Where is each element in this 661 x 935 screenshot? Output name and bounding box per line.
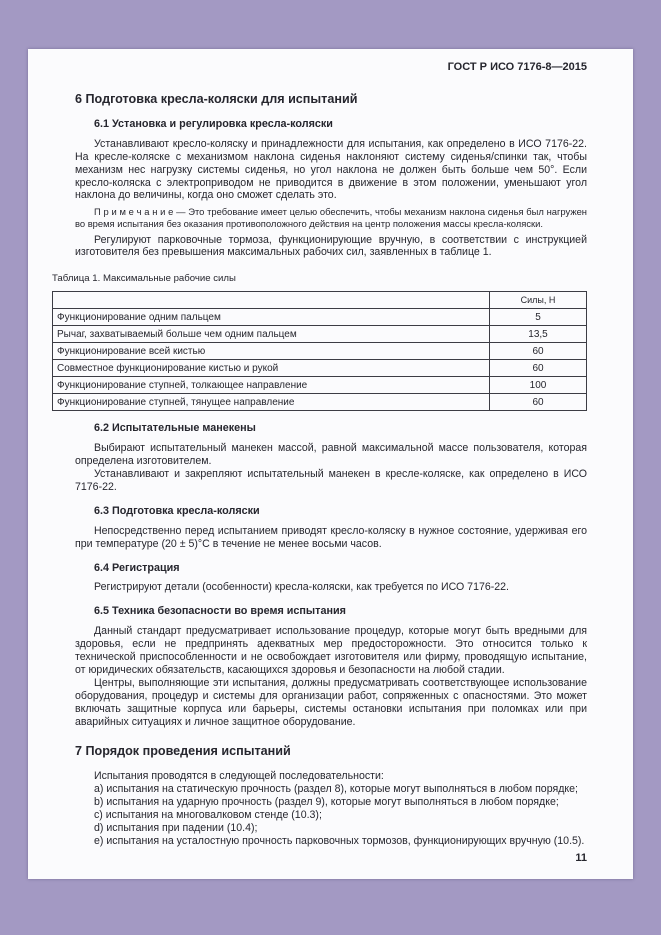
section-6-2-title: 6.2 Испытательные манекены [94, 422, 256, 435]
table-row [53, 394, 587, 411]
table-header-forces: Силы, Н [490, 292, 587, 309]
paragraph: Данный стандарт предусматривает использование процедур, которые могут быть вредными для здоровья, если не предпринять адекватных мер предосторожности. Это относится только к технической приспособленности и не освобождает изготовителя или фирму, проводящую испытание, от юридических обязательств, касающихся здоровья и безопасности на любой стадии. [75, 625, 587, 676]
table-cell-value: 60 [490, 360, 587, 377]
paragraph: Выбирают испытательный манекен массой, равной максимальной массе пользователя, которая определена изготовителем. [75, 442, 587, 468]
section-6-3-title: 6.3 Подготовка кресла-коляски [94, 504, 260, 517]
table-row [53, 309, 587, 326]
section-6-4-title: 6.4 Регистрация [94, 561, 180, 574]
table-cell-value: 100 [490, 377, 587, 394]
paragraph: Центры, выполняющие эти испытания, должны предусматривать соответствующее использование оборудования, процедур и системы для организации работ, сопряженных с опасностями. Это может включать защитные корпуса или барьеры, системы остановки испытания при поломках или при аварийных ситуациях и личное защитное оборудование. [75, 676, 587, 728]
paragraph: Испытания проводятся в следующей последовательности: [94, 770, 384, 783]
list-item-c: c) испытания на многовалковом стенде (10.3); [94, 809, 322, 822]
table-cell-label: Функционирование ступней, тянущее направление [53, 394, 490, 411]
section-6 [52, 91, 587, 729]
section-6-title: 6 Подготовка кресла-коляски для испытаний [75, 91, 358, 106]
list-item-d: d) испытания при падении (10.4); [94, 822, 258, 835]
table-row [53, 360, 587, 377]
table-row [53, 377, 587, 394]
paragraph: Устанавливают и закрепляют испытательный манекен в кресле-коляске, как определено в ИСО 7176-22. [75, 467, 587, 493]
list-item-e: e) испытания на усталостную прочность парковочных тормозов, функционирующих вручную (10.5). [94, 835, 585, 847]
table-cell-value: 5 [490, 309, 587, 326]
section-6-5-title: 6.5 Техника безопасности во время испытания [94, 605, 346, 618]
paragraph: Регулируют парковочные тормоза, функционирующие вручную, в соответствии с инструкцией изготовителя без превышения максимальных рабочих сил, заявленных в таблице 1. [75, 233, 587, 259]
note-paragraph: П р и м е ч а н и е — Это требование имеет целью обеспечить, чтобы механизм наклона сиденья был нагружен во время испытания без оказания противоположного действия на центр положения массы кресла-коляски. [75, 206, 587, 229]
document-code-header: ГОСТ Р ИСО 7176-8—2015 [447, 61, 587, 73]
table-1-max-working-forces [52, 291, 587, 411]
table-cell-value: 13,5 [490, 326, 587, 343]
document-page [28, 49, 633, 879]
section-7 [75, 744, 587, 847]
table-cell-label: Функционирование ступней, толкающее направление [53, 377, 490, 394]
paragraph: Устанавливают кресло-коляску и принадлежности для испытания, как определено в ИСО 7176-22. На кресле-коляске с механизмом наклона сиденья наклоняют систему сиденья/спинки так, чтобы механизм нес нагрузку системы сиденья, но угол наклона не должен быть больше чем 50°. Если кресло-коляска с электроприводом не приводится в движение в этом положении, уменьшают угол наклона до величины, когда оно сможет сделать это. [75, 137, 587, 202]
list-item-a: a) испытания на статическую прочность (раздел 8), которые могут выполняться в любом порядке; [94, 783, 578, 796]
table-cell-label: Функционирование всей кистью [53, 343, 490, 360]
table-cell-value: 60 [490, 394, 587, 411]
paragraph: Регистрируют детали (особенности) кресла-коляски, как требуется по ИСО 7176-22. [94, 581, 510, 594]
section-6-1-title: 6.1 Установка и регулировка кресла-коляски [94, 117, 333, 130]
table-row [53, 326, 587, 343]
page-number: 11 [575, 852, 587, 865]
table-1-caption: Таблица 1. Максимальные рабочие силы [52, 273, 236, 285]
table-cell-label: Функционирование одним пальцем [53, 309, 490, 326]
table-header-empty-cell [53, 292, 490, 309]
table-row [53, 343, 587, 360]
table-header-row [53, 292, 587, 309]
paragraph: Непосредственно перед испытанием приводят кресло-коляску в нужное состояние, удерживая его при температуре (20 ± 5)°С в течение не менее восьми часов. [75, 524, 587, 550]
table-cell-label: Рычаг, захватываемый больше чем одним пальцем [53, 326, 490, 343]
section-7-title: 7 Порядок проведения испытаний [75, 744, 291, 759]
table-cell-label: Совместное функционирование кистью и рукой [53, 360, 490, 377]
list-item-b: b) испытания на ударную прочность (раздел 9), которые могут выполняться в любом порядке; [94, 796, 559, 809]
table-cell-value: 60 [490, 343, 587, 360]
